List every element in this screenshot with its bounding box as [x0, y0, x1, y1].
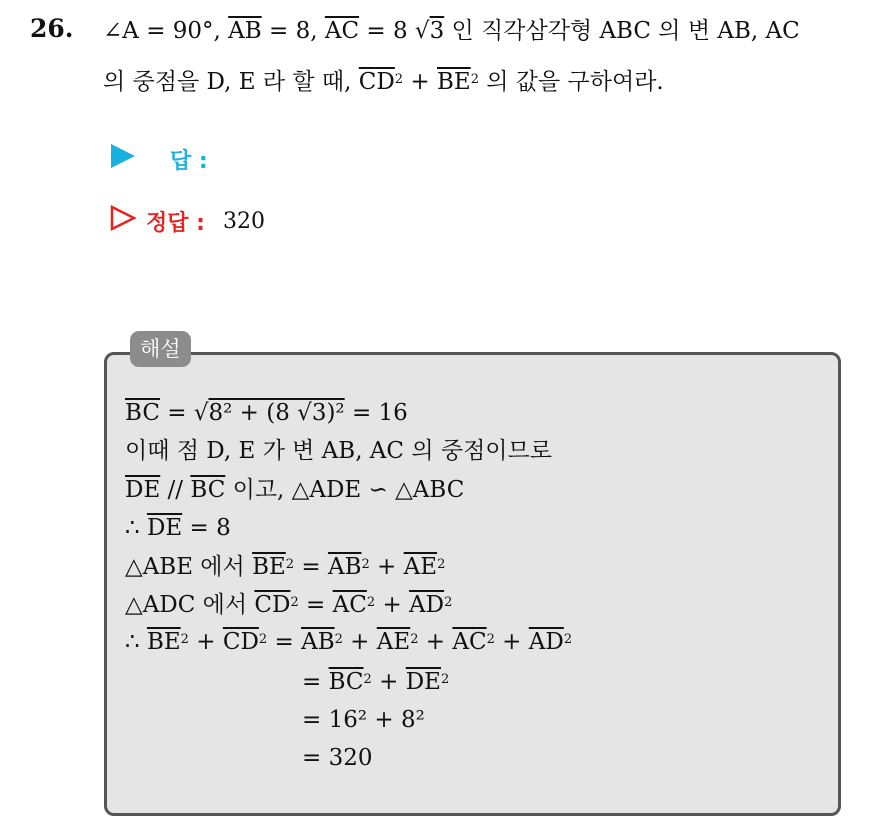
exponent: 2	[366, 595, 376, 610]
solution-line-8	[302, 667, 449, 697]
similar-text: 이고, △ADE ∽ △ABC	[225, 477, 465, 503]
sqrt-symbol: √	[193, 400, 209, 426]
play-triangle-icon	[110, 143, 136, 175]
segment-ac: $\overline{AC}$	[452, 629, 487, 655]
segment-be: $\overline{BE}$	[146, 629, 181, 655]
solution-line-7	[125, 627, 572, 657]
plus: +	[369, 554, 404, 580]
plus: +	[371, 669, 406, 695]
segment-ad: $\overline{AD}$	[409, 592, 445, 618]
plus: +	[494, 629, 529, 655]
segment-ab: $\overline{AB}$	[327, 554, 362, 580]
solution-line-5	[125, 552, 445, 582]
angle-a: ∠A = 90°,	[103, 18, 221, 44]
equals: =	[267, 629, 302, 655]
exponent: 2	[440, 672, 450, 687]
question-number: 26.	[30, 14, 74, 43]
segment-bc: $\overline{BC}$	[125, 400, 160, 426]
solution-line-3	[125, 475, 464, 505]
exponent: 2	[470, 72, 479, 87]
exponent: 2	[361, 557, 370, 572]
triangle-abe: △ABE 에서	[125, 554, 253, 580]
equals: =	[302, 669, 329, 695]
plus: +	[188, 629, 223, 655]
solution-line-2: 이때 점 D, E 가 변 AB, AC 의 중점이므로	[125, 438, 552, 464]
therefore: ∴	[125, 515, 147, 541]
plus: +	[403, 69, 437, 95]
exponent: 2	[290, 595, 299, 610]
exponent: 2	[285, 557, 295, 572]
equals: =	[159, 400, 194, 426]
equals: =	[298, 592, 333, 618]
correct-value: 320	[222, 208, 265, 234]
exponent: 2	[444, 595, 453, 610]
segment-cd: $\overline{CD}$	[254, 592, 291, 618]
segment-ab: $\overline{AB}$	[228, 18, 262, 44]
therefore: ∴	[125, 629, 147, 655]
segment-cd: $\overline{CD}$	[358, 69, 395, 95]
exponent: 2	[258, 632, 268, 647]
question-line-2	[103, 67, 664, 97]
segment-be: $\overline{BE}$	[252, 554, 286, 580]
segment-de: $\overline{DE}$	[146, 515, 183, 541]
question-text-2: 의 중점을 D, E 라 할 때,	[103, 69, 352, 95]
result: = 16	[344, 400, 408, 426]
segment-cd: $\overline{CD}$	[222, 629, 259, 655]
sqrt-3	[415, 16, 444, 46]
segment-de: $\overline{DE}$	[405, 669, 441, 695]
segment-bc: $\overline{BC}$	[190, 477, 226, 503]
segment-ae: $\overline{AE}$	[403, 554, 438, 580]
solution-line-9: = 16² + 8²	[302, 707, 425, 733]
ab-value: = 8,	[261, 18, 318, 44]
question-tail: 의 값을 구하여라.	[478, 69, 664, 95]
exponent: 2	[180, 632, 189, 647]
exponent: 2	[563, 632, 573, 647]
exponent: 2	[394, 72, 404, 87]
exponent: 2	[410, 632, 419, 647]
plus: +	[375, 592, 410, 618]
segment-de: $\overline{DE}$	[125, 477, 161, 503]
exponent: 2	[334, 632, 343, 647]
segment-ac: $\overline{AC}$	[332, 592, 367, 618]
solution-tag: 해설	[130, 331, 191, 367]
solution-line-4	[125, 513, 231, 543]
solution-line-1	[125, 398, 408, 428]
exponent: 2	[437, 557, 446, 572]
sqrt-symbol: √	[414, 18, 430, 44]
correct-label: 정답 :	[146, 210, 205, 236]
segment-bc: $\overline{BC}$	[328, 669, 364, 695]
exponent: 2	[363, 672, 372, 687]
correct-answer-row	[110, 205, 265, 237]
parallel: //	[160, 477, 191, 503]
triangle-adc: △ADC 에서	[125, 592, 255, 618]
answer-label: 답 :	[170, 148, 208, 174]
question-line-1	[103, 16, 800, 46]
outline-triangle-icon	[110, 205, 136, 237]
plus: +	[342, 629, 377, 655]
solution-line-10: = 320	[302, 745, 373, 771]
solution-line-6	[125, 590, 452, 620]
segment-be: $\overline{BE}$	[436, 69, 471, 95]
segment-ab: $\overline{AB}$	[301, 629, 335, 655]
radicand: 8² + (8 √3)²	[208, 400, 345, 426]
answer-row	[110, 143, 208, 175]
segment-ac: $\overline{AC}$	[324, 18, 360, 44]
exponent: 2	[486, 632, 495, 647]
plus: +	[418, 629, 453, 655]
sqrt-argument: 3	[429, 18, 445, 44]
segment-ad: $\overline{AD}$	[528, 629, 564, 655]
de-value: = 8	[182, 515, 231, 541]
question-text-1: 인 직각삼각형 ABC 의 변 AB, AC	[444, 18, 800, 44]
segment-ae: $\overline{AE}$	[376, 629, 411, 655]
equals: =	[294, 554, 328, 580]
ac-value: = 8	[359, 18, 408, 44]
